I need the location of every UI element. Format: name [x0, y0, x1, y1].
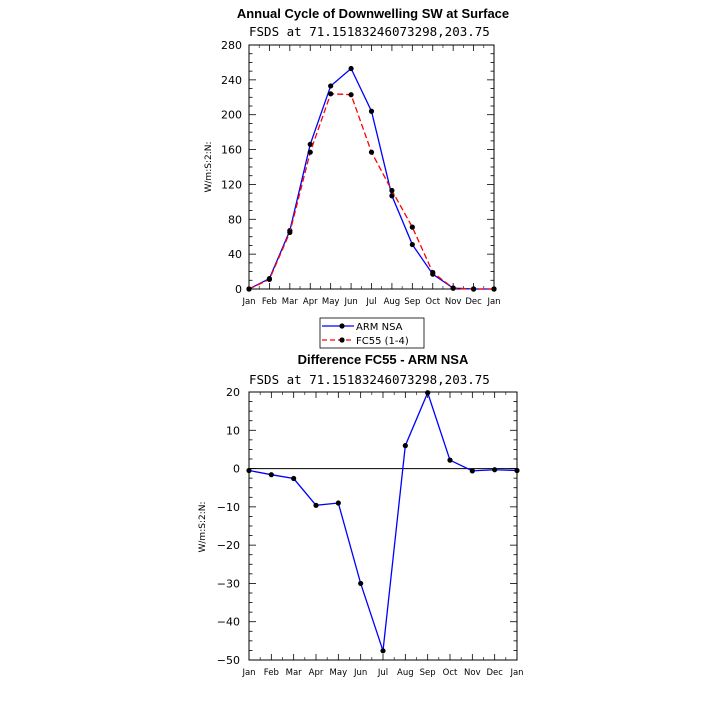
- x-tick-label: Feb: [261, 297, 277, 307]
- y-tick-label: −50: [216, 654, 240, 667]
- x-tick-label: Aug: [397, 668, 414, 678]
- chart1-plot-area: [221, 39, 501, 307]
- data-point: [313, 503, 318, 508]
- chart2-subtitle: FSDS at 71.15183246073298,203.75: [249, 372, 490, 387]
- x-tick-label: Jun: [344, 297, 358, 307]
- x-tick-label: Jan: [242, 297, 256, 307]
- data-point: [451, 286, 456, 291]
- data-point: [246, 286, 251, 291]
- y-tick-label: 40: [228, 248, 242, 262]
- series-line-1: [249, 94, 494, 289]
- y-tick-label: 0: [235, 283, 242, 296]
- y-tick-label: 240: [221, 73, 242, 87]
- x-tick-label: Jul: [377, 668, 389, 678]
- x-tick-label: Jan: [487, 297, 501, 307]
- data-point: [514, 468, 519, 473]
- chart1-subtitle: FSDS at 71.15183246073298,203.75: [249, 24, 490, 39]
- data-point: [308, 150, 313, 155]
- plot-frame: [249, 392, 517, 660]
- x-tick-label: Mar: [285, 668, 302, 678]
- data-point: [269, 472, 274, 477]
- data-point: [328, 91, 333, 96]
- x-tick-label: Jan: [510, 668, 524, 678]
- legend-label-fc55: FC55 (1-4): [356, 336, 409, 347]
- data-point: [491, 286, 496, 291]
- y-tick-label: −20: [216, 539, 240, 553]
- data-point: [389, 188, 394, 193]
- x-tick-label: Jul: [366, 297, 377, 307]
- y-tick-label: 80: [228, 213, 242, 227]
- y-tick-label: 160: [221, 143, 242, 157]
- chart2-title: Difference FC55 - ARM NSA: [297, 352, 469, 367]
- x-tick-label: Dec: [486, 668, 503, 678]
- series-line-0: [249, 69, 494, 289]
- x-tick-label: May: [329, 668, 348, 678]
- chart1-ylabel: W/m:S:2:N:: [204, 141, 214, 193]
- y-tick-label: 20: [226, 386, 240, 399]
- x-tick-label: Apr: [308, 668, 324, 678]
- x-tick-label: Oct: [442, 668, 458, 678]
- x-tick-label: Aug: [383, 297, 401, 307]
- data-point: [410, 242, 415, 247]
- data-point: [430, 270, 435, 275]
- chart1-legend: [320, 318, 424, 348]
- data-point: [348, 66, 353, 71]
- x-tick-label: Apr: [302, 297, 318, 307]
- x-tick-label: May: [321, 297, 340, 307]
- y-tick-label: 120: [221, 178, 242, 192]
- data-point: [358, 581, 363, 586]
- y-tick-label: 0: [233, 462, 240, 476]
- data-point: [246, 468, 251, 473]
- y-tick-label: −10: [216, 500, 240, 514]
- data-point: [348, 92, 353, 97]
- data-point: [369, 150, 374, 155]
- data-point: [447, 458, 452, 463]
- data-point: [291, 476, 296, 481]
- x-tick-label: Nov: [464, 668, 481, 678]
- chart2-plot-area: [217, 386, 524, 678]
- data-point: [410, 225, 415, 230]
- y-tick-label: 280: [221, 39, 242, 52]
- x-tick-label: Dec: [465, 297, 482, 307]
- x-tick-label: Sep: [419, 668, 436, 678]
- x-tick-label: Jun: [354, 668, 368, 678]
- data-point: [380, 648, 385, 653]
- y-tick-label: 200: [221, 108, 242, 122]
- x-tick-label: Sep: [404, 297, 421, 307]
- x-tick-label: Jan: [242, 668, 256, 678]
- chart1-title: Annual Cycle of Downwelling SW at Surface: [236, 6, 510, 21]
- data-point: [403, 443, 408, 448]
- y-tick-label: −40: [216, 615, 240, 629]
- data-point: [369, 109, 374, 114]
- y-tick-label: −30: [216, 577, 240, 591]
- chart2-ylabel: W/m:S:2:N:: [198, 501, 208, 553]
- data-point: [267, 277, 272, 282]
- data-point: [471, 286, 476, 291]
- legend-marker-fc55: [339, 337, 344, 342]
- data-point: [470, 468, 475, 473]
- data-point: [328, 83, 333, 88]
- data-point: [336, 500, 341, 505]
- data-point: [287, 230, 292, 235]
- plot-frame: [249, 45, 494, 289]
- y-tick-label: 10: [226, 424, 240, 438]
- data-point: [492, 467, 497, 472]
- series-line-0: [249, 393, 517, 651]
- x-tick-label: Mar: [281, 297, 298, 307]
- x-tick-label: Feb: [263, 668, 279, 678]
- legend-label-arm-nsa: ARM NSA: [356, 322, 403, 333]
- x-tick-label: Oct: [425, 297, 441, 307]
- x-tick-label: Nov: [444, 297, 462, 307]
- data-point: [425, 390, 430, 395]
- legend-marker-arm-nsa: [339, 323, 344, 328]
